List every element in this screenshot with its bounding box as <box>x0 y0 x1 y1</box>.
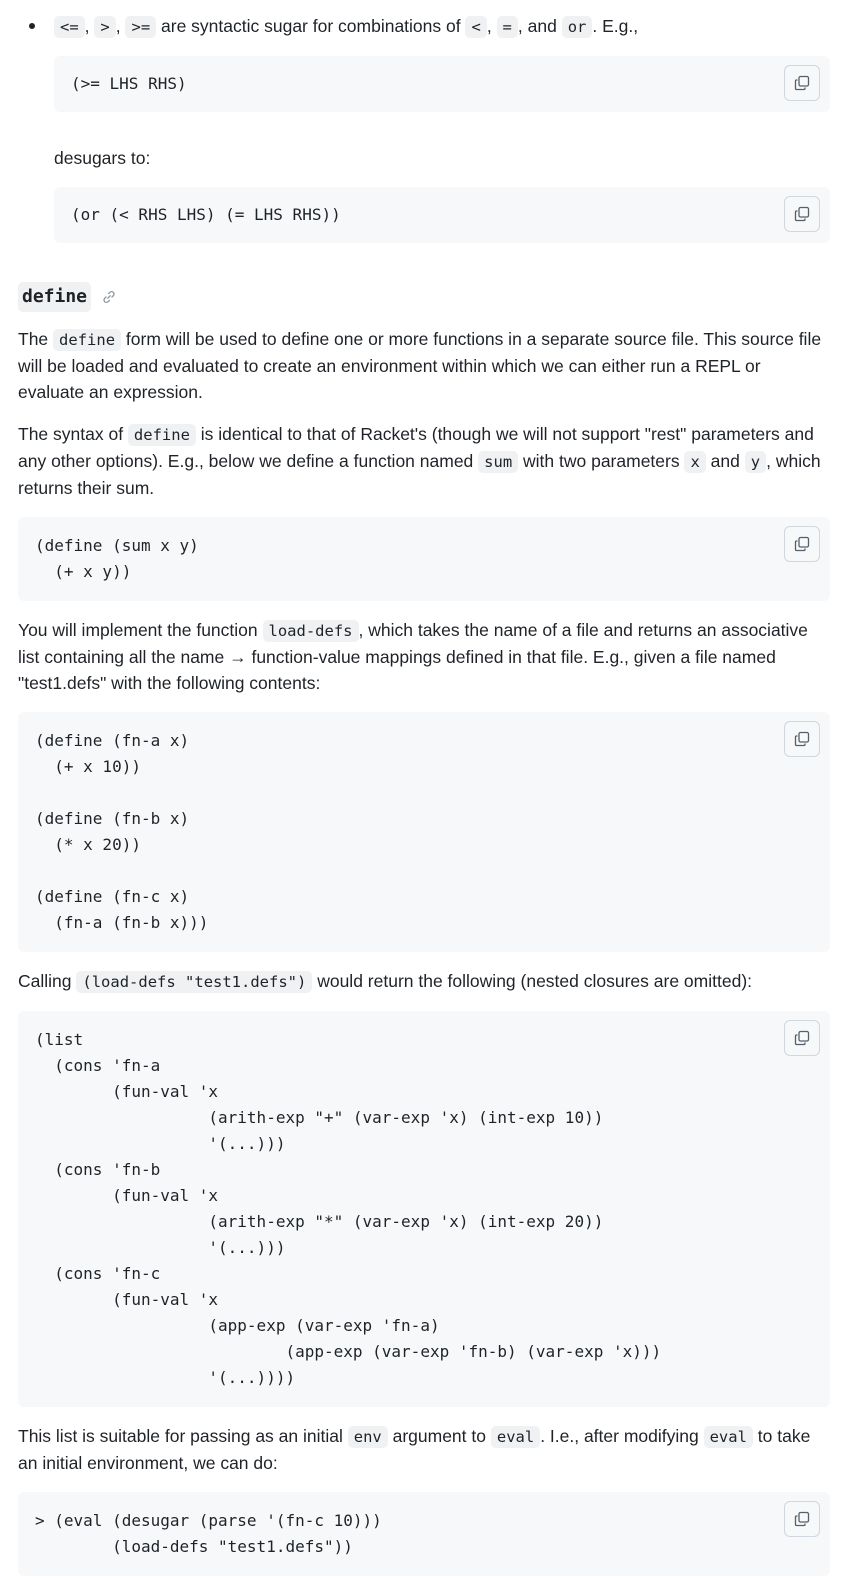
inline-code: (load-defs "test1.defs") <box>76 971 312 993</box>
copy-button[interactable] <box>784 65 820 101</box>
copy-icon <box>794 1511 810 1527</box>
bullet-text: <= , > , >= are syntactic sugar for combinations of < , = , and or . E.g., <box>54 13 830 40</box>
copy-button[interactable] <box>784 196 820 232</box>
code-text: (or (< RHS LHS) (= LHS RHS)) <box>71 205 341 224</box>
section-heading-define <box>18 284 830 310</box>
paragraph: The define form will be used to define one or more functions in a separate source file. This source file will be loaded and evaluated to create an environment within which we can either run a REPL or evaluate an expression. <box>18 329 822 402</box>
heading-code: define <box>18 282 91 312</box>
paragraph: Calling (load-defs "test1.defs") would return the following (nested closures are omitted): <box>18 971 753 991</box>
code-text: (define (fn-a x) (+ x 10)) (define (fn-b x) (* x 20)) (define (fn-c x) (fn-a (fn-b x))) <box>35 731 209 932</box>
code-block <box>54 187 830 243</box>
copy-button[interactable] <box>784 1501 820 1537</box>
code-text: (define (sum x y) (+ x y)) <box>35 536 199 581</box>
inline-code: <= <box>54 16 85 38</box>
code-block <box>54 56 830 112</box>
code-text: (>= LHS RHS) <box>71 74 187 93</box>
copy-button[interactable] <box>784 526 820 562</box>
inline-code: < <box>465 16 486 38</box>
code-block <box>18 517 830 601</box>
inline-code: define <box>128 424 196 446</box>
inline-code: eval <box>704 1426 753 1448</box>
inline-code: sum <box>478 451 518 473</box>
inline-code: > <box>94 16 115 38</box>
copy-icon <box>794 731 810 747</box>
paragraph: You will implement the function load-defs , which takes the name of a file and returns an associative list containing all the name → function-value mappings defined in that file. E.g., given a file named "test1.defs" with the following contents: <box>18 620 808 693</box>
copy-button[interactable] <box>784 1020 820 1056</box>
copy-icon <box>794 206 810 222</box>
code-block <box>18 1492 830 1576</box>
inline-code: load-defs <box>263 620 359 642</box>
code-block <box>18 1011 830 1407</box>
copy-icon <box>794 536 810 552</box>
bullet-dot <box>29 23 35 29</box>
list-item <box>18 0 830 243</box>
inline-code: env <box>348 1426 388 1448</box>
inline-code: x <box>684 451 705 473</box>
inline-code: or <box>562 16 593 38</box>
inline-code: y <box>745 451 766 473</box>
copy-button[interactable] <box>784 721 820 757</box>
copy-icon <box>794 75 810 91</box>
document-body <box>18 0 830 1576</box>
inline-code: = <box>497 16 518 38</box>
inline-code: eval <box>491 1426 540 1448</box>
paragraph: The syntax of define is identical to that of Racket's (though we will not support "rest" parameters and any other options). E.g., below we define a function named sum with two parameters x and y , which returns their sum. <box>18 424 821 498</box>
inline-code: >= <box>125 16 156 38</box>
bullet-list <box>18 0 830 243</box>
link-icon[interactable] <box>101 289 117 305</box>
code-text: (list (cons 'fn-a (fun-val 'x (arith-exp "+" (var-exp 'x) (int-exp 10)) '(...))) (cons 'fn-b (fun-val 'x (arith-exp "*" (var-exp 'x) (int-exp 20)) '(...))) (cons 'fn-c (fun-val 'x (app-exp (var-exp 'fn-a) (app-exp (var-exp 'fn-b) (var-exp 'x))) '(...)))) <box>35 1030 662 1387</box>
paragraph: This list is suitable for passing as an initial env argument to eval . I.e., after modifying eval to take an initial environment, we can do: <box>18 1426 811 1473</box>
code-block <box>18 712 830 952</box>
desugars-text: desugars to: <box>54 148 151 168</box>
inline-code: define <box>53 329 121 351</box>
copy-icon <box>794 1030 810 1046</box>
code-text: > (eval (desugar (parse '(fn-c 10))) (load-defs "test1.defs")) <box>35 1511 382 1556</box>
